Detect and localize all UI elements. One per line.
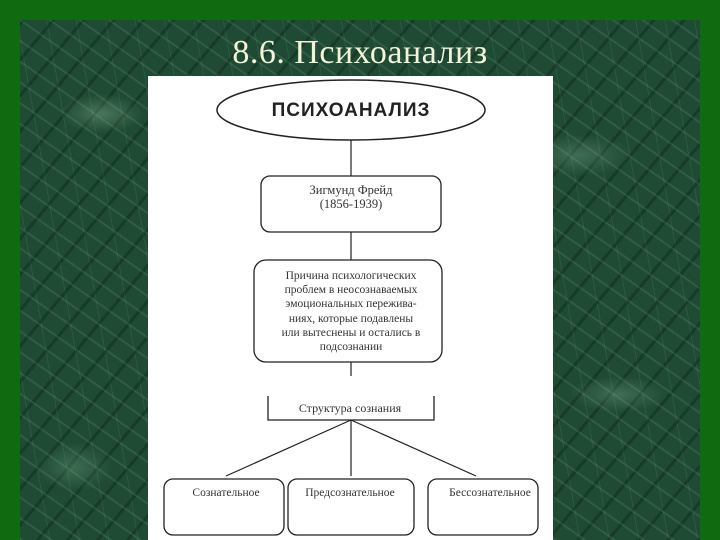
structure-label: Структура сознания (298, 401, 402, 415)
branch-left (226, 420, 351, 476)
cause-line: подсознании (319, 341, 383, 354)
cause-line: эмоциональных пережива- (285, 298, 417, 311)
slide-title: 8.6. Психоанализ (232, 34, 488, 71)
cause-line: или вытеснены и остались в (281, 326, 421, 339)
founder-text (261, 183, 441, 211)
diagram-heading: ПСИХОАНАЛИЗ (271, 100, 431, 121)
preconscious-label: Предсознательное (305, 487, 395, 499)
conscious-label: Сознательное (192, 487, 260, 499)
cause-line: ниях, которые подавлены (288, 312, 414, 325)
cause-line: Причина психологических (285, 270, 417, 282)
psychoanalysis-diagram (148, 76, 553, 540)
founder-name: Зигмунд Фрейд (309, 183, 393, 197)
founder-years: (1856-1939) (319, 197, 383, 211)
cause-line: проблем в неосознаваемых (284, 284, 418, 297)
unconscious-label: Бессознательное (449, 487, 531, 499)
cause-text (258, 269, 444, 354)
branch-right (351, 420, 476, 476)
